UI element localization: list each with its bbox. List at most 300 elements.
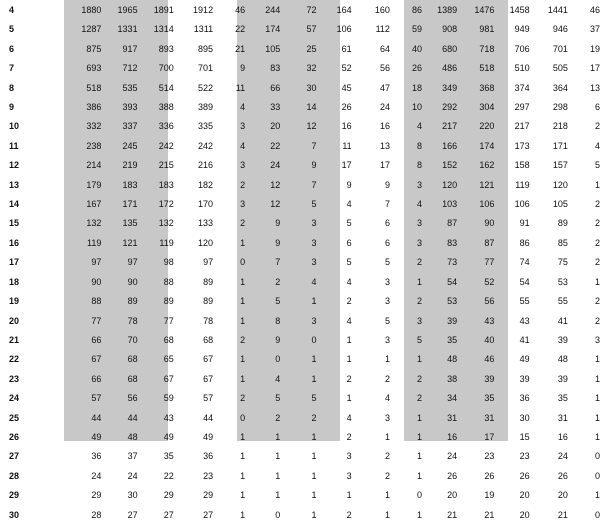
table-cell: 2 [384, 470, 390, 481]
table-cell: 5 [275, 393, 281, 404]
table-cell: 8 [417, 140, 423, 151]
table-cell: 1 [384, 354, 390, 365]
row-label: 11 [9, 140, 19, 151]
table-cell: 3 [417, 237, 423, 248]
table-cell: 332 [86, 121, 102, 132]
row-label: 19 [9, 296, 20, 307]
table-cell: 1458 [509, 5, 530, 15]
table-cell: 39 [557, 334, 568, 345]
table-cell: 917 [122, 43, 138, 54]
row-label: 14 [9, 199, 20, 210]
table-cell: 68 [163, 334, 174, 345]
table-cell: 1441 [547, 5, 568, 15]
table-cell: 56 [127, 393, 138, 404]
table-cell: 43 [519, 315, 530, 326]
table-cell: 33 [270, 102, 281, 113]
table-cell: 2 [346, 431, 352, 442]
table-cell: 1965 [117, 5, 138, 15]
table-cell: 3 [384, 296, 390, 307]
table-cell: 2 [240, 218, 246, 229]
table-cell: 34 [447, 393, 458, 404]
table-cell: 368 [479, 82, 495, 93]
table-cell: 1 [311, 296, 317, 307]
table-cell: 49 [91, 431, 102, 442]
table-cell: 946 [552, 24, 568, 35]
table-cell: 46 [484, 354, 495, 365]
table-cell: 2 [417, 296, 423, 307]
table-cell: 2 [594, 315, 600, 326]
table-cell: 8 [417, 160, 423, 171]
table-cell: 1 [384, 431, 390, 442]
table-cell: 68 [127, 373, 138, 384]
table-cell: 16 [379, 121, 390, 132]
table-cell: 49 [163, 431, 174, 442]
table-cell: 29 [163, 490, 174, 501]
table-cell: 26 [557, 470, 568, 481]
table-row [0, 98, 600, 117]
table-cell: 518 [86, 82, 102, 93]
table-cell: 5 [417, 334, 423, 345]
table-cell: 1 [275, 470, 281, 481]
table-cell: 349 [442, 82, 458, 93]
table-cell: 164 [336, 5, 352, 15]
table-cell: 21 [484, 509, 495, 520]
table-row [0, 506, 600, 525]
table-cell: 1 [240, 470, 246, 481]
table-cell: 3 [240, 121, 246, 132]
table-cell: 26 [484, 470, 495, 481]
table-cell: 89 [163, 296, 174, 307]
table-cell: 908 [442, 24, 458, 35]
table-cell: 238 [86, 140, 102, 151]
table-cell: 245 [122, 140, 138, 151]
table-cell: 121 [479, 179, 495, 190]
table-cell: 89 [127, 296, 138, 307]
table-cell: 11 [235, 82, 246, 93]
table-cell: 335 [198, 121, 214, 132]
table-cell: 97 [91, 257, 102, 268]
table-cell: 31 [484, 412, 495, 423]
table-cell: 17 [379, 160, 390, 171]
table-cell: 1 [240, 490, 246, 501]
table-cell: 1 [417, 451, 423, 462]
table-cell: 24 [127, 470, 138, 481]
table-cell: 298 [552, 102, 568, 113]
table-cell: 514 [158, 82, 174, 93]
table-cell: 32 [306, 63, 317, 74]
table-cell: 9 [311, 160, 317, 171]
table-cell: 1891 [153, 5, 174, 15]
row-label: 20 [9, 315, 20, 326]
table-cell: 38 [447, 373, 458, 384]
table-cell: 12 [270, 179, 281, 190]
table-cell: 1 [240, 315, 246, 326]
table-cell: 88 [91, 296, 102, 307]
table-cell: 41 [519, 334, 530, 345]
table-cell: 2 [417, 257, 423, 268]
table-cell: 47 [379, 82, 390, 93]
table-row [0, 40, 600, 59]
table-cell: 337 [122, 121, 138, 132]
table-cell: 120 [198, 237, 214, 248]
table-row [0, 214, 600, 233]
table-cell: 24 [447, 451, 458, 462]
table-cell: 20 [447, 490, 458, 501]
table-cell: 3 [417, 218, 423, 229]
table-cell: 693 [86, 63, 102, 74]
table-cell: 89 [203, 276, 214, 287]
table-cell: 522 [198, 82, 214, 93]
table-cell: 2 [311, 412, 317, 423]
row-label: 18 [9, 276, 20, 287]
table-cell: 26 [341, 102, 352, 113]
table-cell: 106 [514, 199, 530, 210]
table-cell: 12 [306, 121, 317, 132]
table-cell: 4 [240, 140, 246, 151]
table-cell: 7 [311, 179, 317, 190]
table-cell: 2 [594, 199, 600, 210]
table-cell: 30 [519, 412, 530, 423]
table-cell: 875 [86, 43, 102, 54]
table-cell: 67 [91, 354, 102, 365]
table-cell: 183 [122, 179, 138, 190]
table-cell: 895 [198, 43, 214, 54]
table-cell: 1 [346, 334, 352, 345]
table-cell: 66 [270, 82, 281, 93]
table-cell: 55 [557, 296, 568, 307]
table-cell: 171 [552, 140, 568, 151]
table-cell: 1 [311, 354, 317, 365]
table-cell: 0 [594, 509, 600, 520]
table-cell: 4 [311, 276, 317, 287]
table-cell: 297 [514, 102, 530, 113]
table-cell: 1 [311, 490, 317, 501]
table-cell: 4 [417, 121, 423, 132]
table-cell: 24 [557, 451, 568, 462]
table-row [0, 273, 600, 292]
table-cell: 48 [447, 354, 458, 365]
table-cell: 88 [163, 276, 174, 287]
table-cell: 77 [163, 315, 174, 326]
table-cell: 53 [447, 296, 458, 307]
row-label: 8 [9, 82, 15, 93]
table-cell: 0 [311, 334, 317, 345]
table-cell: 4 [346, 315, 352, 326]
table-cell: 5 [311, 199, 317, 210]
table-cell: 510 [514, 63, 530, 74]
table-row [0, 195, 600, 214]
table-cell: 48 [127, 431, 138, 442]
table-cell: 393 [122, 102, 138, 113]
table-cell: 87 [447, 218, 458, 229]
table-cell: 157 [552, 160, 568, 171]
table-cell: 1 [311, 373, 317, 384]
table-cell: 90 [484, 218, 495, 229]
table-row [0, 312, 600, 331]
table-cell: 67 [203, 373, 214, 384]
table-cell: 17 [341, 160, 352, 171]
table-cell: 29 [91, 490, 102, 501]
table-cell: 13 [589, 82, 600, 93]
row-label: 5 [9, 24, 15, 35]
table-cell: 77 [484, 257, 495, 268]
table-cell: 179 [86, 179, 102, 190]
table-cell: 219 [122, 160, 138, 171]
table-cell: 4 [417, 199, 423, 210]
table-cell: 1 [240, 431, 246, 442]
table-cell: 3 [384, 334, 390, 345]
table-cell: 680 [442, 43, 458, 54]
table-cell: 706 [514, 43, 530, 54]
table-cell: 220 [479, 121, 495, 132]
table-cell: 31 [447, 412, 458, 423]
table-cell: 105 [265, 43, 281, 54]
table-cell: 1 [240, 296, 246, 307]
table-cell: 6 [384, 237, 390, 248]
table-cell: 1314 [153, 24, 174, 35]
table-cell: 19 [589, 43, 600, 54]
table-cell: 1912 [193, 5, 214, 15]
table-cell: 4 [594, 140, 600, 151]
table-cell: 61 [341, 43, 352, 54]
table-cell: 27 [127, 509, 138, 520]
table-cell: 35 [447, 334, 458, 345]
row-label: 16 [9, 237, 20, 248]
data-table [0, 1, 600, 525]
table-cell: 15 [519, 431, 530, 442]
table-cell: 119 [87, 237, 102, 248]
table-cell: 160 [374, 5, 390, 15]
table-cell: 20 [519, 509, 530, 520]
table-row [0, 20, 600, 39]
table-cell: 2 [346, 296, 352, 307]
table-cell: 2 [346, 373, 352, 384]
table-cell: 45 [341, 82, 352, 93]
table-cell: 152 [442, 160, 458, 171]
table-cell: 26 [447, 470, 458, 481]
table-cell: 97 [127, 257, 138, 268]
table-cell: 86 [412, 5, 423, 15]
table-cell: 242 [158, 140, 174, 151]
table-cell: 5 [311, 393, 317, 404]
table-cell: 135 [122, 218, 138, 229]
row-label: 9 [9, 102, 15, 113]
table-cell: 41 [557, 315, 568, 326]
table-cell: 21 [447, 509, 458, 520]
table-row [0, 428, 600, 447]
table-row [0, 1, 600, 20]
table-cell: 54 [447, 276, 458, 287]
table-cell: 1 [311, 451, 317, 462]
table-cell: 83 [447, 237, 458, 248]
table-cell: 21 [557, 509, 568, 520]
table-cell: 8 [275, 315, 281, 326]
table-cell: 19 [484, 490, 495, 501]
table-cell: 17 [484, 431, 495, 442]
table-cell: 0 [240, 257, 246, 268]
row-label: 17 [9, 257, 20, 268]
table-cell: 112 [375, 24, 390, 35]
table-cell: 7 [384, 199, 390, 210]
table-cell: 9 [346, 179, 352, 190]
table-cell: 1 [594, 412, 600, 423]
table-cell: 67 [203, 354, 214, 365]
table-cell: 1 [594, 373, 600, 384]
table-cell: 2 [594, 218, 600, 229]
row-label: 10 [9, 121, 20, 132]
table-row [0, 292, 600, 311]
table-cell: 2 [594, 237, 600, 248]
table-cell: 57 [91, 393, 102, 404]
table-cell: 7 [311, 140, 317, 151]
table-cell: 36 [519, 393, 530, 404]
table-cell: 2 [275, 276, 281, 287]
table-cell: 3 [311, 315, 317, 326]
table-cell: 23 [203, 470, 214, 481]
table-cell: 1 [311, 509, 317, 520]
table-cell: 0 [275, 509, 281, 520]
table-cell: 78 [127, 315, 138, 326]
table-cell: 304 [479, 102, 495, 113]
table-cell: 20 [557, 490, 568, 501]
row-label: 22 [9, 354, 20, 365]
table-cell: 67 [163, 373, 174, 384]
table-cell: 35 [484, 393, 495, 404]
table-cell: 132 [86, 218, 102, 229]
table-cell: 217 [514, 121, 530, 132]
table-cell: 133 [198, 218, 214, 229]
table-cell: 1287 [81, 24, 102, 35]
table-cell: 44 [203, 412, 214, 423]
table-cell: 75 [557, 257, 568, 268]
table-cell: 4 [240, 102, 246, 113]
table-row [0, 59, 600, 78]
table-cell: 59 [412, 24, 423, 35]
table-cell: 87 [484, 237, 495, 248]
table-cell: 11 [342, 140, 352, 151]
table-cell: 5 [275, 296, 281, 307]
table-cell: 10 [412, 102, 423, 113]
row-label: 30 [9, 509, 20, 520]
table-cell: 388 [158, 102, 174, 113]
table-cell: 35 [557, 393, 568, 404]
table-cell: 2 [417, 373, 423, 384]
table-row [0, 253, 600, 272]
table-cell: 3 [311, 218, 317, 229]
table-cell: 4 [384, 393, 390, 404]
table-cell: 893 [158, 43, 174, 54]
table-cell: 242 [198, 140, 214, 151]
table-cell: 18 [412, 82, 423, 93]
table-cell: 83 [270, 63, 281, 74]
table-cell: 26 [412, 63, 423, 74]
table-cell: 244 [265, 5, 281, 15]
table-body [0, 1, 600, 525]
table-cell: 89 [203, 296, 214, 307]
table-cell: 718 [479, 43, 495, 54]
table-cell: 5 [384, 257, 390, 268]
table-cell: 56 [484, 296, 495, 307]
table-cell: 9 [275, 334, 281, 345]
table-cell: 3 [417, 179, 423, 190]
table-cell: 24 [91, 470, 102, 481]
table-cell: 4 [346, 276, 352, 287]
table-cell: 23 [484, 451, 495, 462]
table-cell: 981 [479, 24, 495, 35]
table-cell: 132 [158, 218, 174, 229]
table-cell: 162 [479, 160, 495, 171]
table-cell: 1 [240, 354, 246, 365]
table-cell: 167 [86, 199, 102, 210]
table-cell: 174 [265, 24, 281, 35]
table-cell: 1 [311, 431, 317, 442]
table-cell: 1 [417, 354, 423, 365]
table-cell: 55 [519, 296, 530, 307]
table-cell: 65 [163, 354, 174, 365]
table-cell: 0 [275, 354, 281, 365]
row-label: 12 [9, 160, 20, 171]
table-cell: 27 [203, 509, 214, 520]
table-cell: 3 [240, 199, 246, 210]
table-cell: 5 [346, 218, 352, 229]
row-label: 21 [9, 334, 20, 345]
table-cell: 97 [203, 257, 214, 268]
table-cell: 700 [158, 63, 174, 74]
table-cell: 1880 [81, 5, 102, 15]
table-cell: 214 [86, 160, 102, 171]
table-cell: 36 [203, 451, 214, 462]
table-cell: 3 [311, 257, 317, 268]
table-cell: 40 [412, 43, 423, 54]
table-cell: 49 [203, 431, 214, 442]
table-cell: 183 [158, 179, 174, 190]
table-cell: 31 [557, 412, 568, 423]
row-label: 7 [9, 63, 15, 74]
table-cell: 2 [594, 296, 600, 307]
table-cell: 43 [163, 412, 174, 423]
table-cell: 44 [127, 412, 138, 423]
table-cell: 89 [557, 218, 568, 229]
table-cell: 1 [384, 490, 390, 501]
table-row [0, 467, 600, 486]
table-cell: 4 [275, 373, 281, 384]
table-cell: 57 [306, 24, 317, 35]
table-cell: 68 [127, 354, 138, 365]
table-row [0, 79, 600, 98]
table-cell: 1 [240, 509, 246, 520]
table-cell: 52 [484, 276, 495, 287]
table-cell: 174 [479, 140, 495, 151]
table-cell: 215 [158, 160, 174, 171]
table-cell: 172 [158, 199, 174, 210]
table-cell: 91 [519, 218, 530, 229]
table-cell: 9 [275, 218, 281, 229]
table-cell: 389 [198, 102, 214, 113]
table-cell: 9 [275, 237, 281, 248]
row-label: 26 [9, 431, 20, 442]
table-cell: 23 [519, 451, 530, 462]
table-cell: 24 [270, 160, 281, 171]
table-cell: 217 [442, 121, 458, 132]
table-cell: 386 [86, 102, 102, 113]
table-row [0, 389, 600, 408]
table-cell: 535 [122, 82, 138, 93]
table-cell: 218 [552, 121, 568, 132]
table-cell: 701 [552, 43, 568, 54]
table-cell: 66 [91, 373, 102, 384]
table-cell: 712 [122, 63, 138, 74]
table-cell: 53 [557, 276, 568, 287]
